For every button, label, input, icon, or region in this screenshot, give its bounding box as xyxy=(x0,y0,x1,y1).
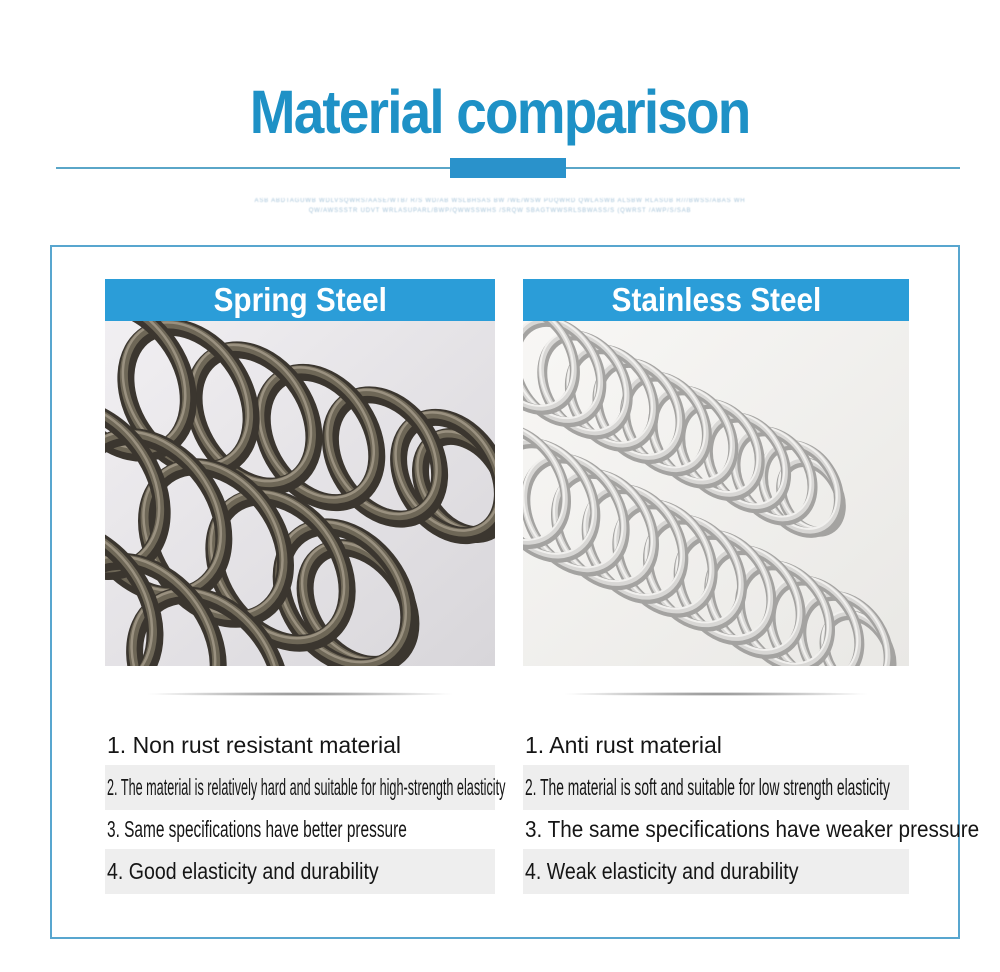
spec-item: 3. The same specifications have weaker pressure xyxy=(525,816,980,842)
comparison-panel xyxy=(50,245,980,939)
page-title xyxy=(0,77,1000,147)
spec-item: 4. Good elasticity and durability xyxy=(105,849,495,894)
spring-steel-spec-list xyxy=(105,726,506,894)
title-divider xyxy=(56,167,960,169)
stainless-steel-column xyxy=(523,279,980,894)
spec-item: 3. Same specifications have better pressure xyxy=(107,816,407,842)
page-title-text: Material comparison xyxy=(250,77,750,146)
stainless-steel-header xyxy=(523,279,909,321)
title-divider-accent xyxy=(450,158,566,178)
watermark-line-1: ASB ABDTAGUWB WDLVSQWRS/AASE/WTB/ R/S WD/AB WSLBHSAS BW /WE/WSW PUQWRD QWLASWB ALSBW RLASUB R///BWSS/ABAS WH xyxy=(254,198,746,204)
photo-drop-shadow xyxy=(565,692,866,696)
spring-steel-header-text: Spring Steel xyxy=(213,281,387,318)
stainless-steel-spec-list xyxy=(523,726,980,894)
silver-coil-springs-photo xyxy=(523,321,909,666)
stainless-steel-header-text: Stainless Steel xyxy=(611,281,821,318)
spec-item: 1. Non rust resistant material xyxy=(107,732,402,758)
photo-drop-shadow xyxy=(148,692,452,696)
spec-item: 1. Anti rust material xyxy=(525,732,722,758)
spec-item: 4. Weak elasticity and durability xyxy=(523,849,909,894)
watermark-text xyxy=(0,196,1000,216)
spec-item: 2. The material is relatively hard and suitable for high-strength elasticity xyxy=(105,765,495,810)
spring-steel-header xyxy=(105,279,495,321)
spring-steel-column xyxy=(105,279,506,894)
spec-item: 2. The material is soft and suitable for low strength elasticity xyxy=(523,765,909,810)
dark-coil-springs-photo xyxy=(105,321,495,666)
watermark-line-2: QW/AWSSSTR UDVT WRLASUPARL/BWP/QWWSSWHS /SRQW SBAGTWWSRLSBWASS/S (QWRST /AWP/S/SAB xyxy=(308,208,692,214)
